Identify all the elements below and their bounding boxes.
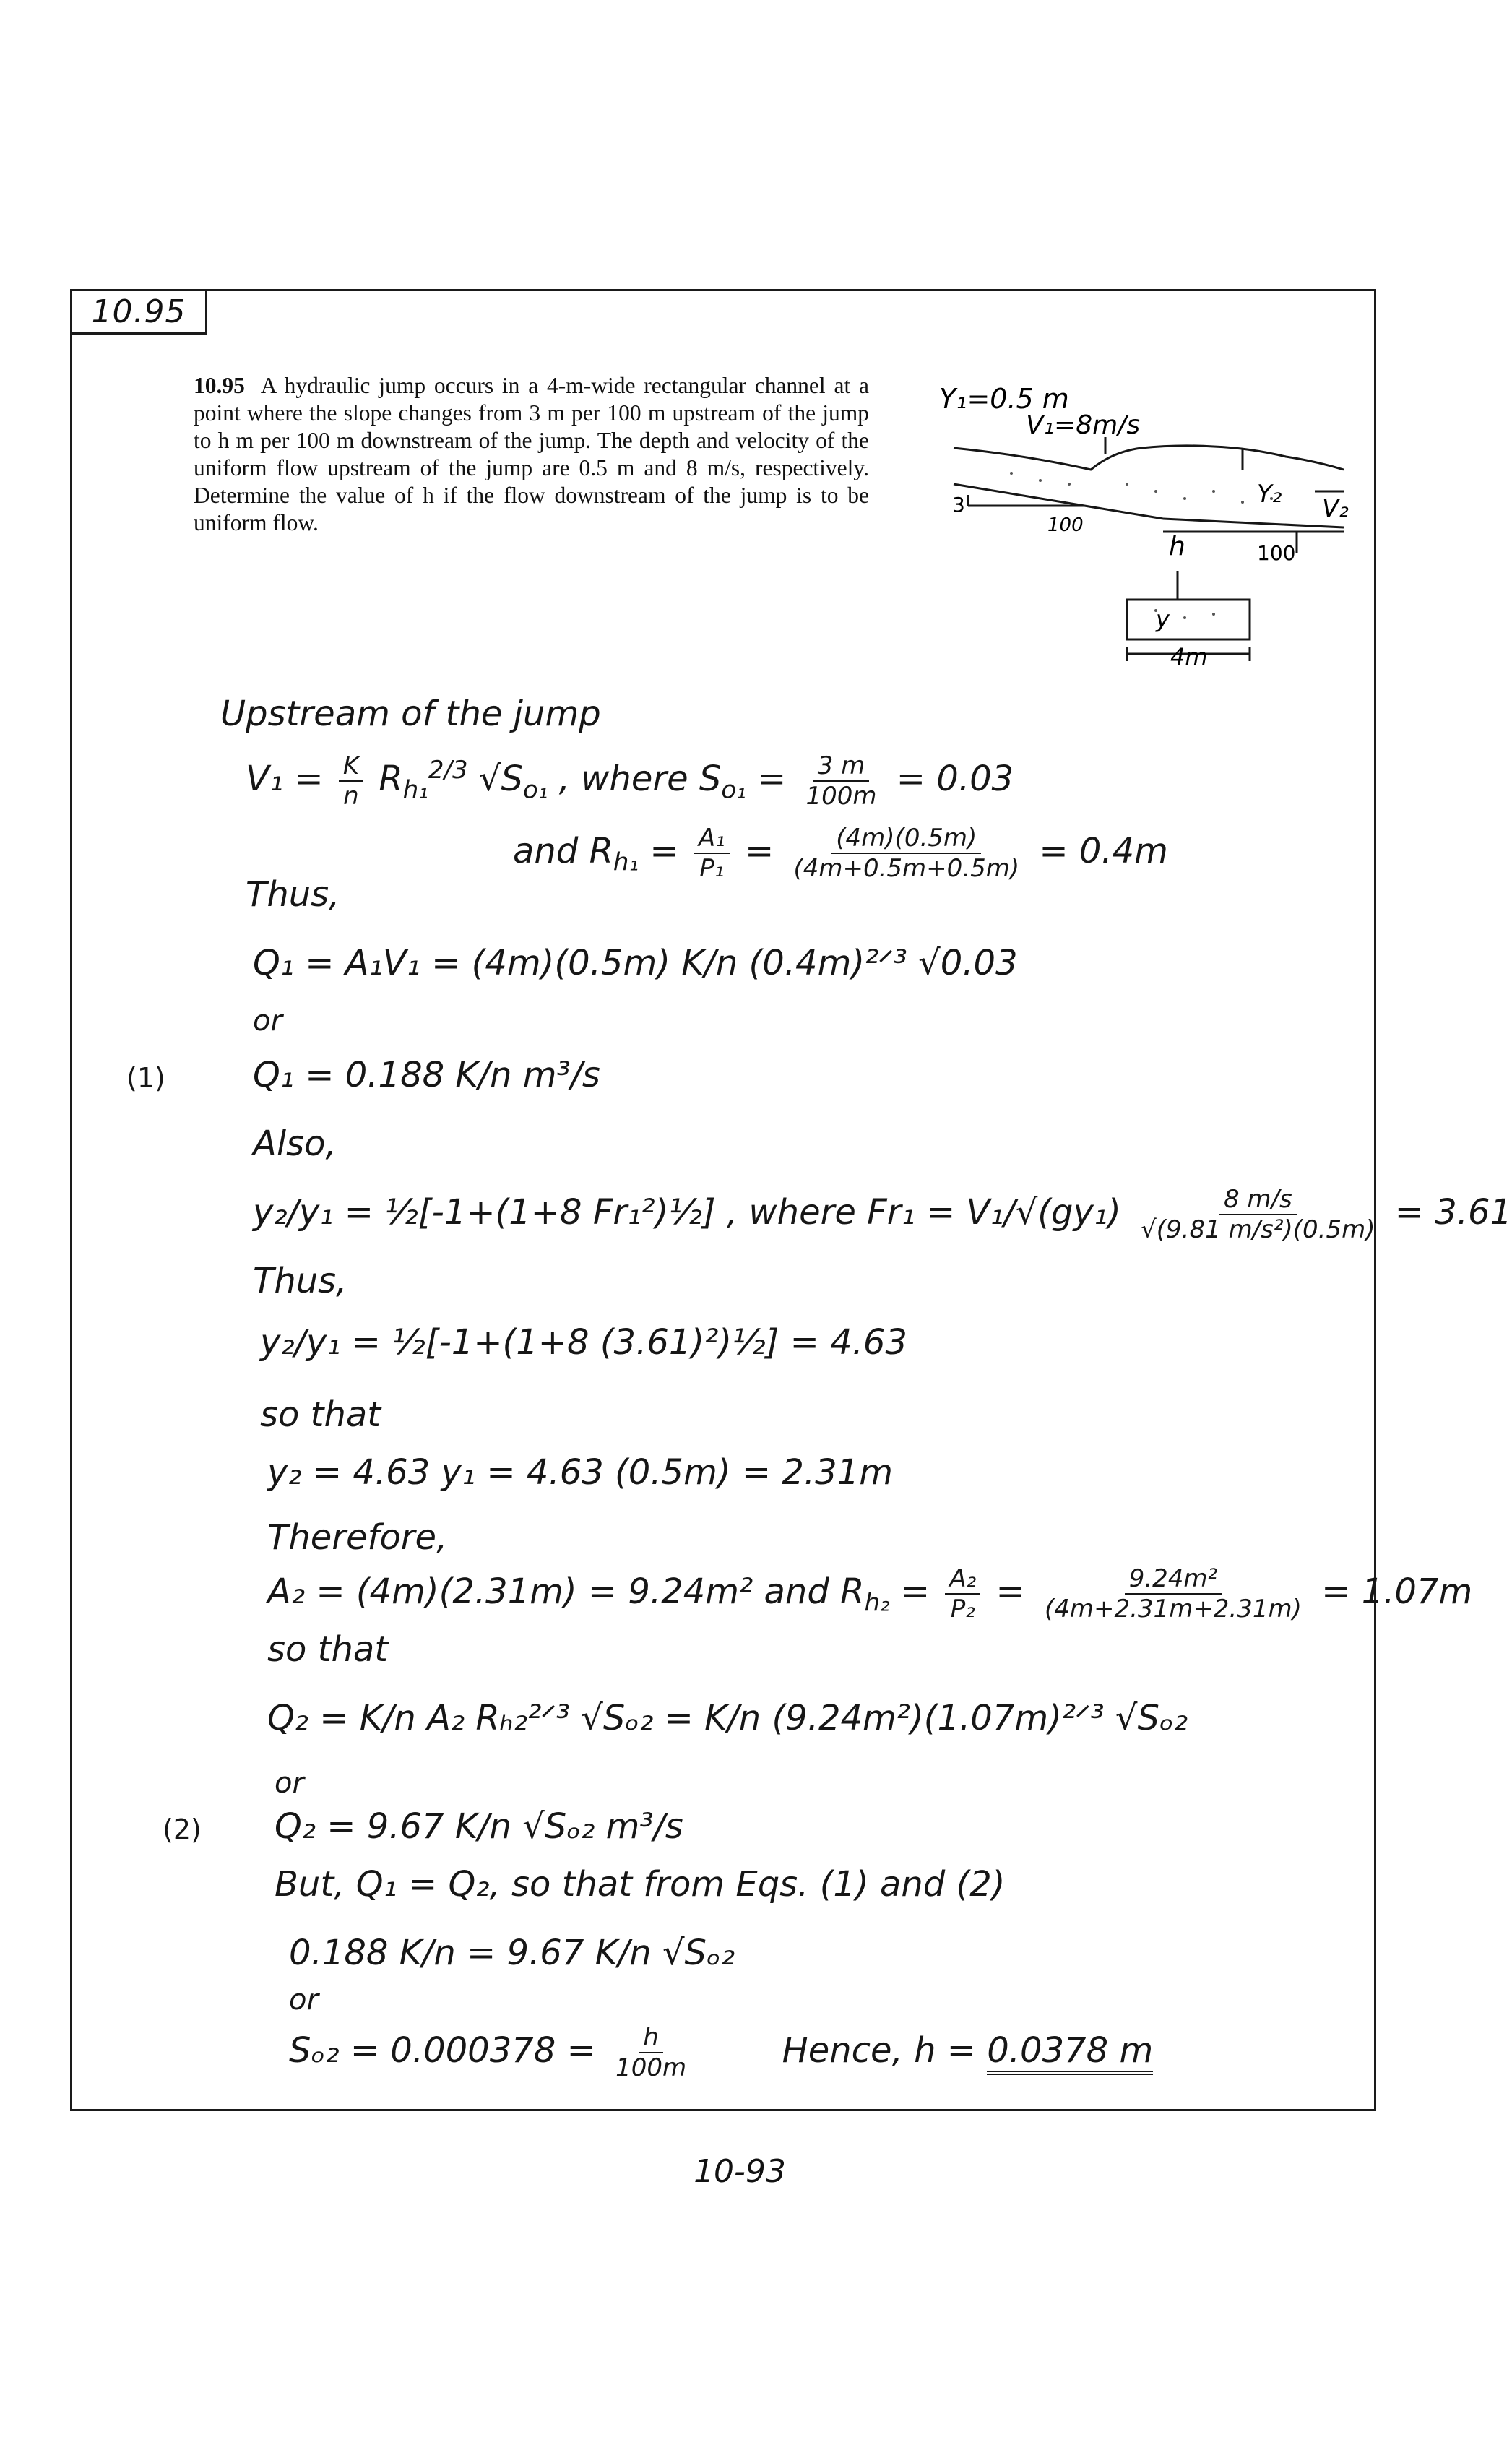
slope-down-run: 100 — [1257, 541, 1296, 565]
s-sub: o₁ — [522, 775, 548, 805]
and-r: and R — [513, 831, 613, 871]
slope-den: 100m — [805, 782, 877, 811]
page-number: 10-93 — [694, 2153, 786, 2190]
eq-v1 — [246, 751, 1014, 811]
problem-tag: 10.95 — [70, 289, 207, 335]
thus-1: Thus, — [246, 874, 340, 915]
thus-2: Thus, — [253, 1261, 347, 1301]
therefore: Therefore, — [267, 1517, 448, 1558]
eq-number-2: (2) — [163, 1813, 202, 1845]
h-den: 100m — [615, 2053, 687, 2082]
a1: A₁ — [694, 824, 730, 854]
eq-equate: 0.188 K/n = 9.67 K/n √Sₒ₂ — [289, 1933, 735, 1973]
hence: Hence, h = — [782, 2030, 988, 2071]
eq-sign-3: = — [733, 831, 785, 871]
sqrt-s: √S — [467, 759, 523, 799]
r-exp: 2/3 — [428, 756, 468, 785]
eq-q2-result: Q₂ = 9.67 K/n √Sₒ₂ m³/s — [275, 1806, 683, 1847]
eq-v1-lhs: V₁ = — [246, 759, 334, 799]
k-num: K — [339, 751, 363, 782]
section-y: y — [1156, 605, 1170, 633]
so-that-2: so that — [267, 1629, 389, 1670]
slope-value: = 0.03 — [885, 759, 1014, 799]
area2-num: 9.24m² — [1125, 1564, 1222, 1595]
eq-final — [289, 2023, 1153, 2082]
a2-formula: A₂ = (4m)(2.31m) = 9.24m² and R — [267, 1571, 865, 1612]
area-num: (4m)(0.5m) — [831, 824, 981, 854]
also: Also, — [253, 1123, 337, 1164]
eq-q1: Q₁ = A₁V₁ = (4m)(0.5m) K/n (0.4m)²ᐟ³ √0.03 — [253, 943, 1018, 983]
eq-sign-4: = — [889, 1571, 941, 1612]
slope-num: 3 m — [813, 751, 870, 782]
y1-label: Y₁=0.5 m — [939, 383, 1069, 415]
h-num: h — [639, 2023, 663, 2053]
problem-statement — [194, 372, 869, 537]
r-symbol: R — [368, 759, 403, 799]
s-sub-2: o₁ — [721, 775, 746, 805]
or-2: or — [275, 1767, 304, 1800]
perim2-den: (4m+2.31m+2.31m) — [1044, 1595, 1302, 1623]
y-ratio-formula: y₂/y₁ = ½[-1+(1+8 Fr₁²)½] , where Fr₁ = V₁/√(gy₁) — [253, 1192, 1121, 1233]
fr-den: √(9.81 m/s²)(0.5m) — [1141, 1215, 1375, 1244]
p1: P₁ — [699, 854, 725, 883]
v2-label: V₂ — [1322, 494, 1349, 523]
eq-sign: = — [746, 759, 798, 799]
perim-den: (4m+0.5m+0.5m) — [793, 854, 1020, 883]
section-width: 4m — [1170, 643, 1208, 670]
fr-value: = 3.61 — [1383, 1192, 1512, 1233]
y2-label: Y₂ — [1257, 480, 1282, 509]
eq-y-ratio-value: y₂/y₁ = ½[-1+(1+8 (3.61)²)½] = 4.63 — [260, 1322, 907, 1363]
eq-sign-5: = — [985, 1571, 1036, 1612]
eq-a2-rh2 — [267, 1564, 1472, 1623]
slope-up-run: 100 — [1047, 514, 1084, 536]
eq-rh1 — [513, 824, 1168, 883]
eq-q1-result: Q₁ = 0.188 K/n m³/s — [253, 1055, 600, 1095]
eq-y2: y₂ = 4.63 y₁ = 4.63 (0.5m) = 2.31m — [267, 1452, 893, 1493]
fr-num: 8 m/s — [1219, 1185, 1297, 1215]
eq-q2: Q₂ = K/n A₂ Rₕ₂²ᐟ³ √Sₒ₂ = K/n (9.24m²)(1.07m)²ᐟ³ √Sₒ₂ — [267, 1698, 1188, 1738]
or-3: or — [289, 1983, 319, 2017]
channel-diagram — [939, 376, 1358, 679]
eq-sign-2: = — [639, 831, 690, 871]
h-label: h — [1169, 532, 1185, 561]
but-q1-q2: But, Q₁ = Q₂, so that from Eqs. (1) and (2) — [275, 1864, 1006, 1905]
so-that-1: so that — [260, 1394, 381, 1435]
r-sub: h₁ — [402, 775, 428, 805]
p2: P₂ — [950, 1595, 975, 1623]
rh1-value: = 0.4m — [1028, 831, 1168, 871]
eq-y-ratio — [253, 1185, 1512, 1244]
eq-number-1: (1) — [126, 1062, 165, 1094]
problem-number: 10.95 — [194, 373, 245, 398]
so2-value: Sₒ₂ = 0.000378 = — [289, 2030, 608, 2071]
rh2-value: = 1.07m — [1310, 1571, 1473, 1612]
a2: A₂ — [945, 1564, 980, 1595]
slope-up-rise: 3 — [952, 493, 965, 517]
final-answer: 0.0378 m — [987, 2030, 1153, 2075]
where-s: , where S — [548, 759, 722, 799]
heading: Upstream of the jump — [220, 694, 601, 734]
rh2-sub: h₂ — [864, 1588, 890, 1618]
or-1: or — [253, 1004, 282, 1038]
v1-label: V₁=8m/s — [1026, 410, 1141, 440]
problem-text: A hydraulic jump occurs in a 4-m-wide rectangular channel at a point where the slope changes from 3 m per 100 m upstream of the jump to h m per 100 m downstream of the jump. The depth and velocity of the uniform flow upstream of the jump are 0.5 m and 8 m/s, respectively. Determine the value of h if the flow downstream of the jump is to be uniform flow. — [194, 373, 869, 535]
n-den: n — [343, 782, 359, 811]
rh1-sub: h₁ — [613, 847, 639, 877]
